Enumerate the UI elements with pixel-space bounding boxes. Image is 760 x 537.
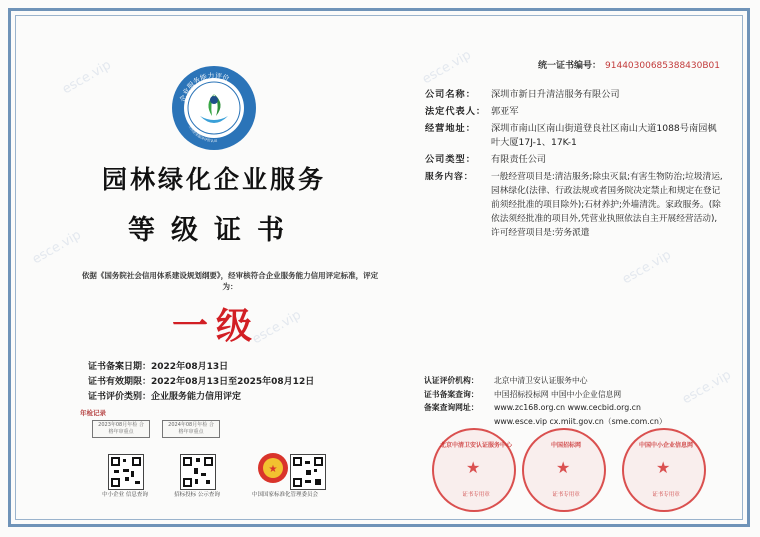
annual-stamp-2024: 2024年08月年检 合格年审重点: [162, 420, 220, 438]
official-seal-3: [622, 428, 706, 512]
qr-caption: 中小企业 信息查询: [102, 492, 148, 498]
company-info: [425, 88, 725, 243]
seal-name: 北京中清卫安认证服务中心: [440, 442, 513, 449]
seal-star-icon: ★: [656, 458, 671, 477]
grade-level: 一级: [172, 306, 261, 347]
record-date: 2022年08月13日: [151, 362, 229, 372]
validity: 2022年08月13日至2025年08月12日: [151, 377, 315, 387]
address-label: 经营地址：: [425, 123, 476, 134]
seal-foot: 证书专用章: [462, 492, 490, 498]
service-scope: 一般经营项目是:清洁服务;除虫灭鼠;有害生物防治;垃圾清运,园林绿化(法律、行政法规或者国务院决定禁止和规定在登记前须经批准的项目除外);石材养护;外墙清洗。家政服务。(除依法须经批准的项目外,凭营业执照依法自主开展经营活动),许可经营项目是:劳务派遣: [491, 172, 723, 238]
legal-rep-label: 法定代表人：: [425, 106, 487, 117]
eval-type: 企业服务能力信用评定: [151, 392, 242, 402]
svg-text:企业服务能力评价: 企业服务能力评价: [178, 71, 231, 103]
eval-type-row: [88, 390, 314, 405]
company-type-label: 公司类型：: [425, 154, 476, 165]
company-name-row: [425, 88, 725, 102]
certificate-title: 园林绿化企业服务: [101, 165, 326, 194]
address: 深圳市南山区南山街道登良社区南山大道1088号南园枫叶大厦17J-1、17K-1: [491, 123, 717, 148]
official-seal-2: [522, 428, 606, 512]
address-row: [425, 122, 725, 150]
official-seal-1: [432, 428, 516, 512]
cert-org: 北京中清卫安认证服务中心: [494, 376, 588, 385]
qr-caption: 中国国家标准化管理委员会: [251, 492, 318, 498]
company-name: 深圳市新日升清洁服务有限公司: [491, 89, 620, 100]
issuer-info: [424, 374, 667, 428]
validity-row: [88, 375, 314, 390]
seal-name: 中国中小企业信息网: [638, 442, 693, 449]
seal-foot: 证书专用章: [552, 492, 580, 498]
company-type: 有限责任公司: [491, 154, 547, 165]
national-emblem-icon: [255, 450, 291, 490]
query-url-label: 备案查询网址：: [424, 403, 479, 412]
service-scope-row: [425, 170, 725, 240]
record-org: 中国招标投标网 中国中小企业信息网: [494, 389, 622, 399]
service-scope-label: 服务内容：: [425, 172, 474, 182]
credit-code: [538, 58, 720, 71]
record-date-label: 证书备案日期：: [88, 362, 152, 372]
eval-type-label: 证书评价类别：: [88, 392, 152, 402]
seal-name: 中国招标网: [550, 442, 581, 449]
credit-code-value: 91440300685388430B01: [605, 61, 720, 71]
qr-caption: 招标投标 公示查询: [174, 492, 220, 498]
query-url-line2: www.esce.vip cx.miit.gov.cn（sme.com.cn）: [494, 416, 667, 426]
query-url-line1: www.zc168.org.cn www.cecbid.org.cn: [494, 403, 641, 412]
certificate-subtitle: 等级证书: [128, 215, 300, 246]
annual-record-label: 年检记录: [80, 409, 106, 417]
record-date-row: [88, 360, 314, 375]
seal-foot: 证书专用章: [652, 492, 680, 498]
watermark: esce.vip: [249, 307, 304, 348]
credit-code-label: 统一证书编号：: [538, 61, 602, 71]
company-type-row: [425, 153, 725, 167]
seal-star-icon: ★: [466, 458, 481, 477]
watermark: esce.vip: [619, 247, 674, 288]
watermark: esce.vip: [29, 227, 84, 268]
certificate-dates: [88, 360, 314, 405]
qr-code-icon[interactable]: [180, 454, 216, 490]
evaluation-logo-icon: [170, 64, 258, 152]
legal-rep: 郭亚军: [491, 106, 519, 117]
company-name-label: 公司名称：: [425, 89, 476, 100]
svg-text:全国企业服务评价认证: 全国企业服务评价认证: [187, 124, 218, 144]
legal-rep-row: [425, 105, 725, 119]
qr-code-icon[interactable]: [290, 454, 326, 490]
watermark: esce.vip: [419, 47, 474, 88]
watermark: esce.vip: [679, 367, 734, 408]
validity-label: 证书有效期限：: [88, 377, 152, 387]
svg-text:★: ★: [268, 464, 278, 475]
qr-code-icon[interactable]: [108, 454, 144, 490]
record-org-label: 证书备案查询：: [424, 389, 479, 399]
annual-stamp-2023: 2023年08月年检 合格年审重点: [92, 420, 150, 438]
watermark: esce.vip: [59, 57, 114, 98]
seal-star-icon: ★: [556, 458, 571, 477]
cert-org-label: 认证评价机构：: [424, 376, 479, 385]
evaluation-basis: 依据《国务院社会信用体系建设规划纲要》，经审核符合企业服务能力信用评定标准，评定为：: [81, 271, 379, 291]
